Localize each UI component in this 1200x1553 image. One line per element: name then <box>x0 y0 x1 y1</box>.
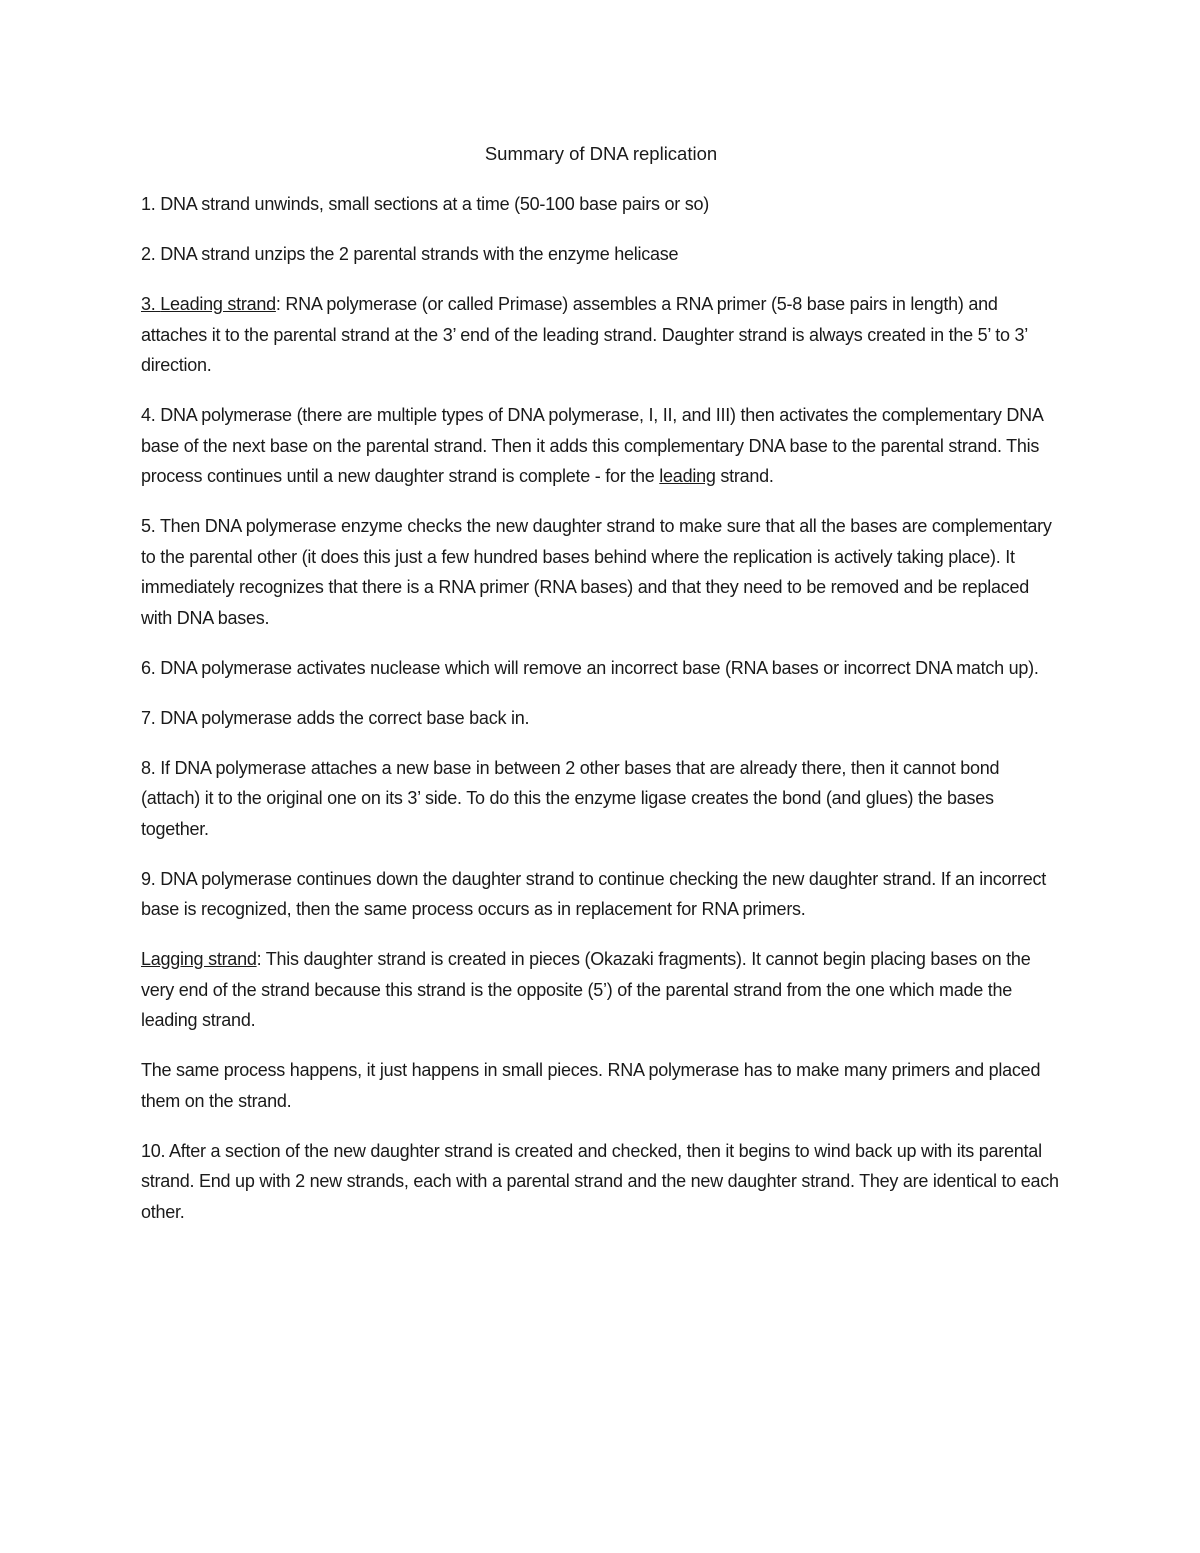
step-4-text-after: strand. <box>715 466 774 486</box>
lagging-strand-term: Lagging strand <box>141 949 257 969</box>
step-3-text: RNA polymerase (or called Primase) assembles a RNA primer (5-8 base pairs in length) and attaches it to the parental strand at the 3’ end of the leading strand. Daughter strand is always created in the 5’ to 3’ direction. <box>141 294 1028 375</box>
step-4-text-before: 4. DNA polymerase (there are multiple types of DNA polymerase, I, II, and III) then activates the complementary DNA base of the next base on the parental strand. Then it adds this complementary DNA base to the parental strand. This process continues until a new daughter strand is complete - for the <box>141 405 1043 486</box>
document-title: Summary of DNA replication <box>484 143 718 164</box>
step-5-paragraph: 5. Then DNA polymerase enzyme checks the new daughter strand to make sure that all the bases are complementary to the parental other (it does this just a few hundred bases behind where the replication is actively taking place). It immediately recognizes that there is a RNA primer (RNA bases) and that they need to be removed and be replaced with DNA bases. <box>141 516 1052 628</box>
step-6-paragraph: 6. DNA polymerase activates nuclease which will remove an incorrect base (RNA bases or incorrect DNA match up). <box>141 657 1039 678</box>
lagging-strand-paragraph <box>141 944 1061 1036</box>
step-7-paragraph: 7. DNA polymerase adds the correct base back in. <box>141 707 530 728</box>
document-page <box>141 139 1061 1247</box>
lagging-strand-text: : This daughter strand is created in pieces (Okazaki fragments). It cannot begin placing bases on the very end of the strand because this strand is the opposite (5’) of the parental strand from the one which made the leading strand. <box>141 949 1031 1030</box>
leading-underlined-word: leading <box>659 466 716 486</box>
step-1-paragraph: 1. DNA strand unwinds, small sections at a time (50-100 base pairs or so) <box>141 194 710 214</box>
step-3-colon: : <box>275 294 281 314</box>
step-10-paragraph: 10. After a section of the new daughter strand is created and checked, then it begins to wind back up with its parental strand. End up with 2 new strands, each with a parental strand and the new daughter strand. They are identical to each other. <box>141 1140 1059 1222</box>
same-process-paragraph: The same process happens, it just happens in small pieces. RNA polymerase has to make many primers and placed them on the strand. <box>141 1060 1041 1111</box>
leading-strand-term: Leading strand <box>160 294 276 314</box>
step-3-paragraph <box>141 289 1061 381</box>
step-9-paragraph: 9. DNA polymerase continues down the daughter strand to continue checking the new daughter strand. If an incorrect base is recognized, then the same process occurs as in replacement for RNA primers. <box>141 868 1047 919</box>
step-2-paragraph: 2. DNA strand unzips the 2 parental strands with the enzyme helicase <box>141 244 679 264</box>
step-3-number: 3. <box>141 294 156 314</box>
step-8-paragraph: 8. If DNA polymerase attaches a new base in between 2 other bases that are already there, then it cannot bond (attach) it to the original one on its 3’ side. To do this the enzyme ligase creates the bond (and glues) the bases together. <box>141 757 1000 839</box>
step-4-paragraph <box>141 400 1061 492</box>
